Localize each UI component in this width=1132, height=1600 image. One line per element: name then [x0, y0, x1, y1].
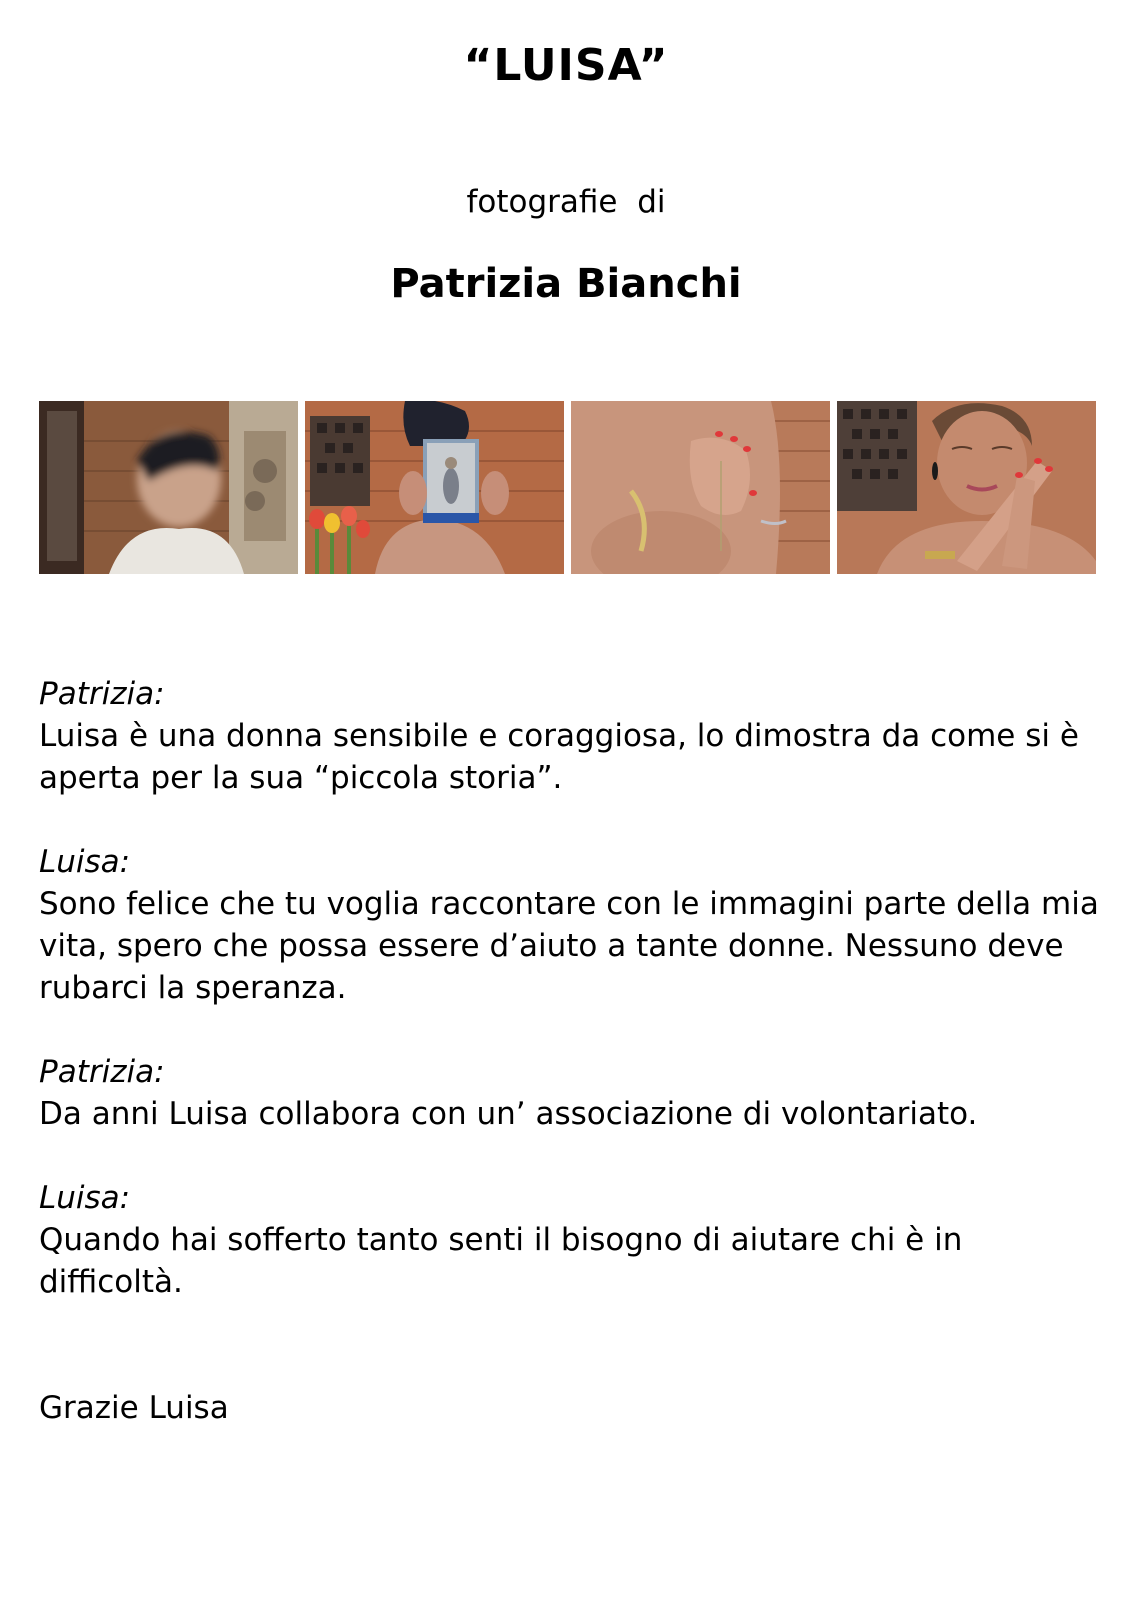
document-author: Patrizia Bianchi [390, 261, 742, 307]
document-subtitle: fotografie di [466, 184, 666, 220]
photo-woman-crossed-hands-icon [837, 401, 1096, 574]
photo-woman-profile-blurred [39, 401, 298, 574]
dialogue-line: difficoltà. [39, 1264, 183, 1300]
closing-line: Grazie Luisa [39, 1390, 229, 1426]
interview-text [39, 673, 1099, 1429]
dialogue-line: vita, spero che possa essere d’aiuto a tante donne. Nessuno deve [39, 928, 1064, 964]
dialogue-entry-3 [39, 1051, 1099, 1135]
photo-woman-holding-picture-icon [305, 401, 564, 574]
photo-strip [39, 401, 1096, 574]
dialogue-line: Quando hai sofferto tanto senti il bisogno di aiutare chi è in [39, 1222, 963, 1258]
dialogue-line: rubarci la speranza. [39, 970, 347, 1006]
photo-woman-profile-blurred-icon [39, 401, 298, 574]
speaker-label: Luisa: [39, 844, 131, 880]
photo-hands-on-chest [571, 401, 830, 574]
dialogue-entry-2 [39, 841, 1099, 1009]
dialogue-line: Luisa è una donna sensibile e coraggiosa, lo dimostra da come si è [39, 718, 1079, 754]
photo-woman-holding-picture [305, 401, 564, 574]
dialogue-line: Da anni Luisa collabora con un’ associazione di volontariato. [39, 1096, 978, 1132]
speaker-label: Luisa: [39, 1180, 131, 1216]
dialogue-entry-1 [39, 673, 1099, 799]
dialogue-entry-4 [39, 1177, 1099, 1303]
document-title: “LUISA” [463, 40, 669, 91]
photo-hands-on-chest-icon [571, 401, 830, 574]
photo-woman-crossed-hands [837, 401, 1096, 574]
speaker-label: Patrizia: [39, 1054, 165, 1090]
dialogue-line: aperta per la sua “piccola storia”. [39, 760, 563, 796]
speaker-label: Patrizia: [39, 676, 165, 712]
dialogue-line: Sono felice che tu voglia raccontare con le immagini parte della mia [39, 886, 1099, 922]
